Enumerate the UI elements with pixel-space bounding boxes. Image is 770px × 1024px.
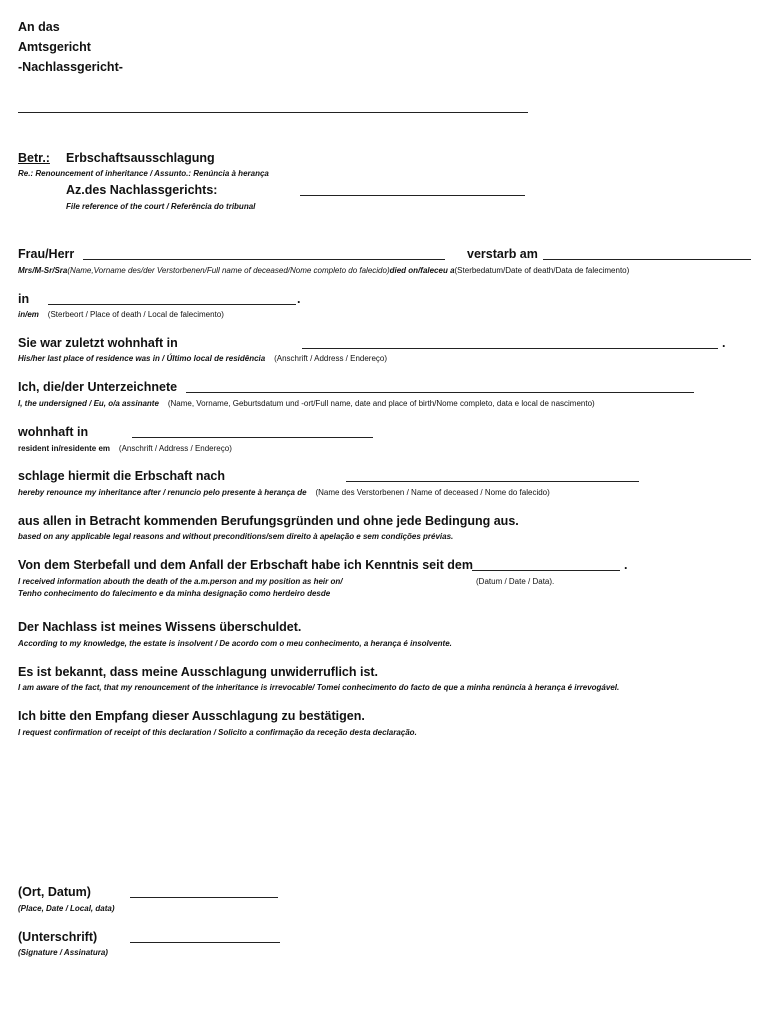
renounce-hint-a: hereby renounce my inheritance after / renuncio pelo presente à herança de: [18, 488, 307, 497]
place-of-death-hint-a: in/em: [18, 310, 39, 319]
died-on-label: verstarb am: [467, 247, 538, 261]
knowledge-date-hint: (Datum / Date / Data).: [476, 577, 555, 586]
place-date-field[interactable]: [130, 897, 278, 898]
last-residence-hint-b: (Anschrift / Address / Endereço): [274, 354, 388, 363]
last-residence-field[interactable]: [302, 348, 718, 349]
renounce-deceased-field[interactable]: [346, 481, 639, 482]
knowledge-statement: Von dem Sterbefall und dem Anfall der Erbschaft habe ich Kenntnis seit dem: [18, 558, 473, 572]
place-date-label: (Ort, Datum): [18, 885, 91, 899]
residence-hint-a: resident in/residente em: [18, 444, 111, 453]
undersigned-field[interactable]: [186, 392, 694, 393]
place-of-death-label: in: [18, 292, 30, 306]
irrevocable-statement: Es ist bekannt, dass meine Ausschlagung unwiderruflich ist.: [18, 665, 379, 679]
last-residence-hint-a: His/her last place of residence was in / Último local de residência: [18, 354, 266, 363]
subject-translation: Re.: Renouncement of inheritance / Assunto.: Renúncia à herança: [18, 169, 269, 178]
address-line-2: Amtsgericht: [18, 40, 91, 54]
file-reference-field[interactable]: [300, 195, 525, 196]
place-date-hint: (Place, Date / Local, data): [18, 904, 115, 913]
insolvent-translation: According to my knowledge, the estate is insolvent / De acordo com o meu conhecimento, a herança é insolvente.: [18, 639, 452, 648]
undersigned-label: Ich, die/der Unterzeichnete: [18, 380, 178, 394]
subject-title: Erbschaftsausschlagung: [66, 151, 215, 165]
deceased-hint-d: (Sterbedatum/Date of death/Data de falecimento): [454, 266, 630, 275]
knowledge-dot: .: [624, 558, 628, 572]
renounce-hint-b: (Name des Verstorbenen / Name of deceased / Nome do falecido): [315, 488, 550, 497]
insolvent-statement: Der Nachlass ist meines Wissens überschuldet.: [18, 620, 302, 634]
place-of-death-field[interactable]: [48, 304, 296, 305]
deceased-hint-b: (Name,Vorname des/der Verstorbenen/Full name of deceased/Nome completo do falecido): [67, 266, 390, 275]
file-reference-label: Az.des Nachlassgerichts:: [66, 183, 218, 197]
deceased-hint-a: Mrs/M-Sr/Sra: [18, 266, 68, 275]
deceased-name-field[interactable]: [83, 259, 445, 260]
irrevocable-translation: I am aware of the fact, that my renouncement of the inheritance is irrevocable/ Tomei conhecimento do facto de que a minha renúncia à herança é irrevogável.: [18, 683, 620, 692]
undersigned-hint-b: (Name, Vorname, Geburtsdatum und -ort/Full name, date and place of birth/Nome completo, data e local de nascimento): [167, 399, 595, 408]
undersigned-hint: [18, 399, 595, 408]
signature-field[interactable]: [130, 942, 280, 943]
renounce-label: schlage hiermit die Erbschaft nach: [18, 469, 226, 483]
confirm-translation: I request confirmation of receipt of this declaration / Solicito a confirmação da receção desta declaração.: [18, 728, 417, 737]
last-residence-dot: .: [722, 336, 726, 350]
last-residence-hint: [18, 354, 387, 363]
subject-label: Betr.:: [18, 151, 50, 165]
signature-label: (Unterschrift): [18, 930, 98, 944]
place-of-death-hint-b: (Sterbeort / Place of death / Local de falecimento): [47, 310, 224, 319]
knowledge-translation-2: Tenho conhecimento do falecimento e da minha designação como herdeiro desde: [18, 589, 331, 598]
knowledge-translation-1: I received information abouth the death of the a.m.person and my position as heir on/: [18, 577, 343, 586]
confirm-statement: Ich bitte den Empfang dieser Ausschlagung zu bestätigen.: [18, 709, 365, 723]
residence-hint-b: (Anschrift / Address / Endereço): [118, 444, 232, 453]
place-of-death-hint: [18, 310, 224, 319]
deceased-hint-c: died on/faleceu a: [389, 266, 455, 275]
undersigned-hint-a: I, the undersigned / Eu, o/a assinante: [18, 399, 159, 408]
deceased-label: Frau/Herr: [18, 247, 75, 261]
file-reference-translation: File reference of the court / Referência do tribunal: [66, 202, 256, 211]
place-of-death-dot: .: [297, 292, 301, 306]
signature-hint: (Signature / Assinatura): [18, 948, 108, 957]
last-residence-label: Sie war zuletzt wohnhaft in: [18, 336, 178, 350]
address-line-3: -Nachlassgericht-: [18, 60, 123, 74]
address-line-1: An das: [18, 20, 60, 34]
grounds-statement: aus allen in Betracht kommenden Berufungsgründen und ohne jede Bedingung aus.: [18, 514, 519, 528]
residence-hint: [18, 444, 232, 453]
deceased-hint: [18, 266, 629, 275]
renounce-hint: [18, 488, 550, 497]
residence-field[interactable]: [132, 437, 373, 438]
knowledge-date-field[interactable]: [472, 570, 620, 571]
court-address-field[interactable]: [18, 112, 528, 113]
grounds-translation: based on any applicable legal reasons and without preconditions/sem direito à apelação e sem condições prévias.: [18, 532, 454, 541]
residence-label: wohnhaft in: [18, 425, 89, 439]
death-date-field[interactable]: [543, 259, 751, 260]
